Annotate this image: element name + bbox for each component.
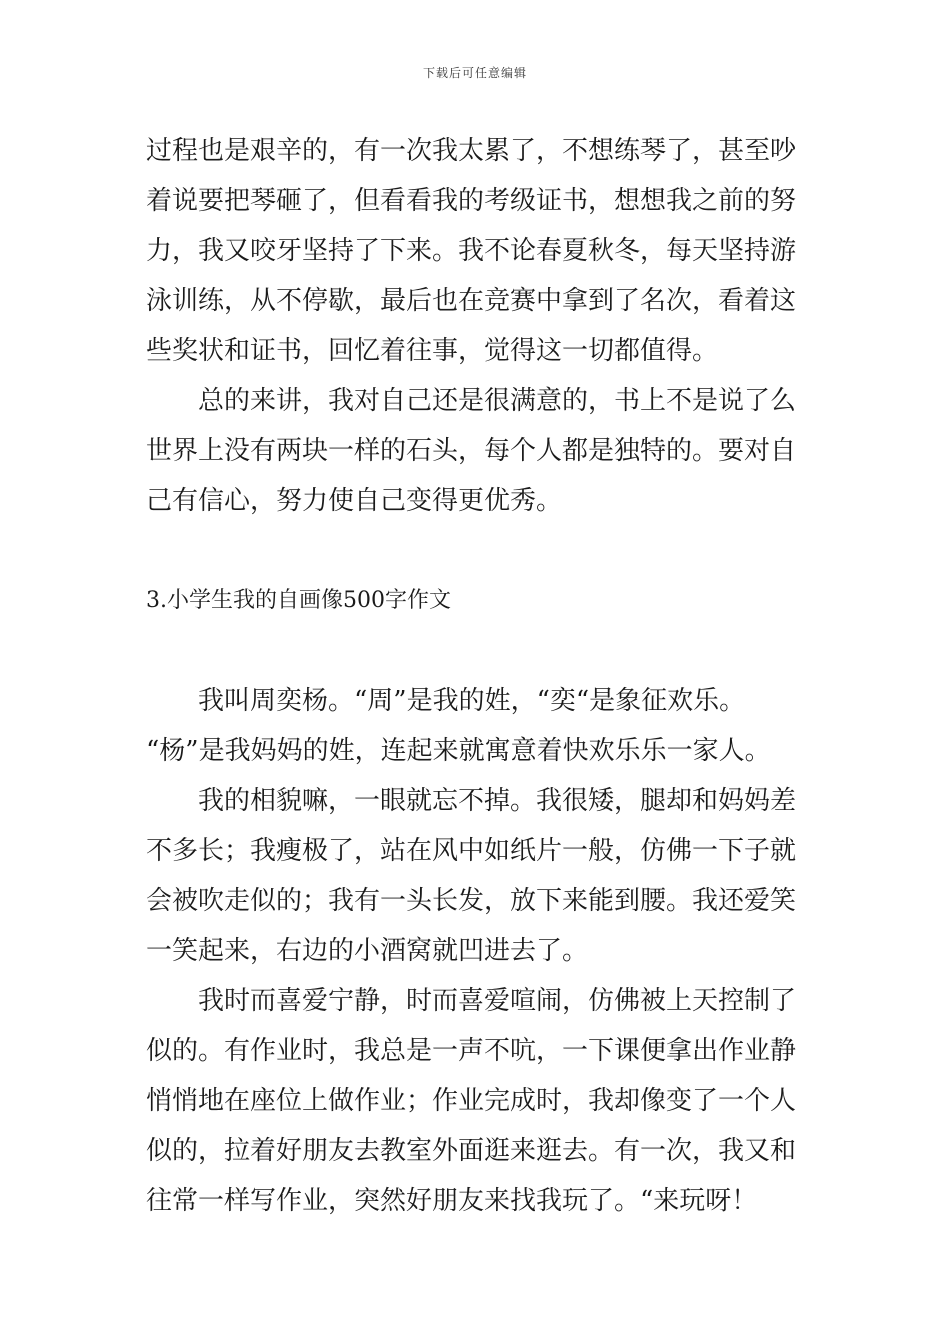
section-line: 往常一样写作业，突然好朋友来找我玩了。“来玩呀！ [146, 1186, 758, 1216]
section-line: 我叫周奕杨。“周”是我的姓，“奕“是象征欢乐。 [146, 686, 746, 716]
section-title: 3.小学生我的自画像500字作文 [146, 588, 451, 613]
paragraph-gap [146, 526, 810, 576]
paragraph-gap [146, 626, 810, 676]
section-line: 一笑起来，右边的小酒窝就凹进去了。 [146, 936, 589, 966]
page-header: 下载后可任意编辑 [422, 66, 527, 80]
body-line: 过程也是艰辛的，有一次我太累了，不想练琴了，甚至吵 [146, 136, 797, 166]
section-line: 我时而喜爱宁静，时而喜爱喧闹，仿佛被上天控制了 [146, 986, 797, 1016]
body-line: 着说要把琴砸了，但看看我的考级证书，想想我之前的努 [146, 186, 797, 216]
body-line: 力，我又咬牙坚持了下来。我不论春夏秋冬，每天坚持游 [146, 236, 797, 266]
section-line: 我的相貌嘛，一眼就忘不掉。我很矮，腿却和妈妈差 [146, 786, 797, 816]
section-line: 不多长；我瘦极了，站在风中如纸片一般，仿佛一下子就 [146, 836, 797, 866]
body-line: 己有信心，努力使自己变得更优秀。 [146, 486, 563, 516]
section-line: 会被吹走似的；我有一头长发，放下来能到腰。我还爱笑 [146, 886, 797, 916]
document-body [146, 126, 810, 1226]
section-line: “杨”是我妈妈的姓，连起来就寓意着快欢乐乐一家人。 [146, 736, 771, 766]
body-line: 些奖状和证书，回忆着往事，觉得这一切都值得。 [146, 336, 719, 366]
section-line: 似的。有作业时，我总是一声不吭，一下课便拿出作业静 [146, 1036, 797, 1066]
body-line: 总的来讲，我对自己还是很满意的，书上不是说了么 [146, 386, 797, 416]
body-line: 泳训练，从不停歇，最后也在竞赛中拿到了名次，看着这 [146, 286, 797, 316]
section-line: 似的，拉着好朋友去教室外面逛来逛去。有一次，我又和 [146, 1136, 797, 1166]
section-line: 悄悄地在座位上做作业；作业完成时，我却像变了一个人 [146, 1086, 797, 1116]
body-line: 世界上没有两块一样的石头，每个人都是独特的。要对自 [146, 436, 797, 466]
